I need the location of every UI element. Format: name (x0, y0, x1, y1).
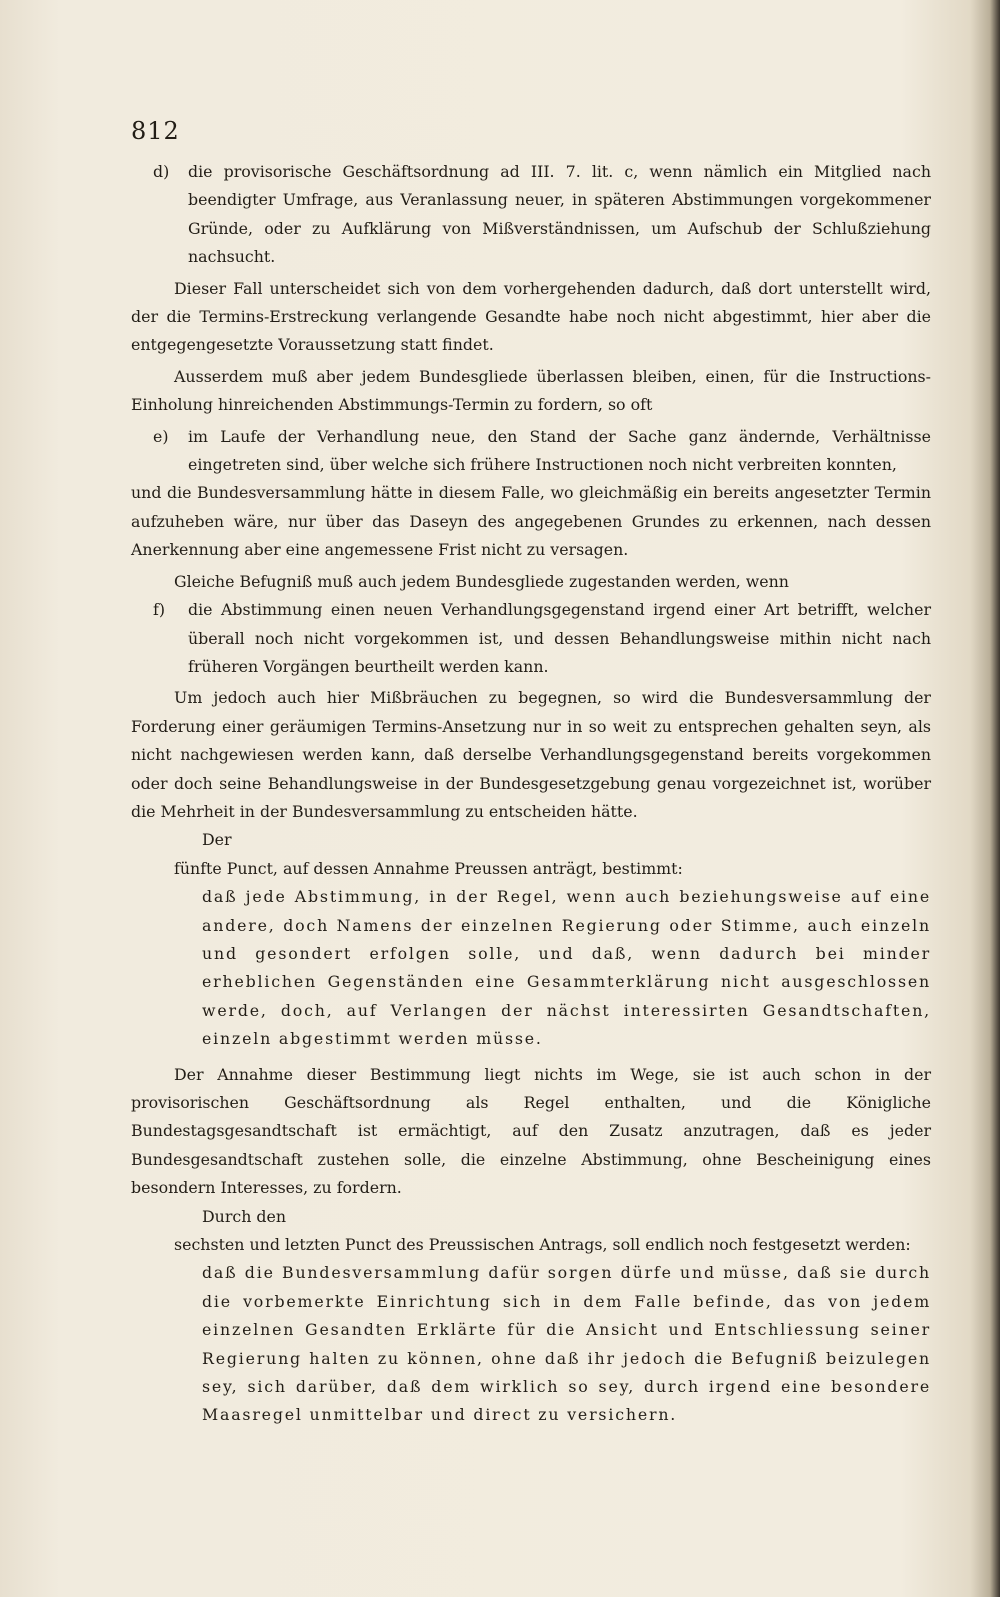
quoted-provision: daß jede Abstimmung, in der Regel, wenn auch beziehungsweise auf eine andere, doch Namens der einzelnen Regierung oder Stimme, auch einzeln und gesondert erfolgen solle, und daß, wenn dadurch bei minder erheblichen Gegenständen eine Gesammterklärung nicht ausgeschlossen werde, doch, auf Verlangen der nächst interessirten Gesandtschaften, einzeln abgestimmt werden müsse. (202, 887, 931, 1049)
paragraph-line: sechsten und letzten Punct des Preussischen Antrags, soll endlich noch festgesetzt werden: (174, 1235, 911, 1255)
paragraph: Dieser Fall unterscheidet sich von dem vorhergehenden dadurch, daß dort unterstellt wird, der die Termins-Erstreckung verlangende Gesandte habe noch nicht abgestimmt, hier aber die entgegengesetzte Voraussetzung statt findet. (131, 278, 931, 355)
item-text: die provisorische Geschäftsordnung ad III. 7. lit. c, wenn nämlich ein Mitglied nach beendigter Umfrage, aus Veranlassung neuer, in späteren Abstimmungen vorgekommener Gründe, oder zu Aufklärung von Mißverständnissen, um Aufschub der Schlußziehung nachsucht. (188, 162, 931, 267)
paragraph: Ausserdem muß aber jedem Bundesgliede überlassen bleiben, einen, für die Instructions-Einholung hinreichenden Abstimmungs-Termin zu fordern, so oft (131, 366, 931, 415)
item-text: die Abstimmung einen neuen Verhandlungsgegenstand irgend einer Art betrifft, welcher überall noch nicht vorgekommen ist, und dessen Behandlungsweise mithin nicht nach früheren Vorgängen beurtheilt werden kann. (188, 600, 931, 676)
item-marker: d) (153, 162, 170, 181)
item-text: im Laufe der Verhandlung neue, den Stand der Sache ganz ändernde, Verhältnisse eingetreten sind, über welche sich frühere Instructionen noch nicht verbreiten konnten, (188, 426, 931, 475)
quoted-provision: daß die Bundesversammlung dafür sorgen dürfe und müsse, daß sie durch die vorbemerkte Einrichtung sich in dem Falle befinde, das von jedem einzelnen Gesandten Erklärte für die Ansicht und Entschliessung seiner Regierung halten zu können, ohne daß ihr jedoch die Befugniß beizulegen sey, sich darüber, daß dem wirklich so sey, durch irgend eine besondere Maasregel unmittelbar und direct zu versichern. (202, 1263, 931, 1425)
paragraph: Gleiche Befugniß muß auch jedem Bundesgliede zugestanden werden, wenn (174, 571, 789, 591)
list-item-f (131, 596, 931, 681)
item-marker: e) (153, 426, 169, 446)
paragraph-lead: Durch den (202, 1206, 287, 1226)
paragraph: Der Annahme dieser Bestimmung liegt nichts im Wege, sie ist auch schon in der provisorischen Geschäftsordnung als Regel enthalten, und die Königliche Bundestagsgesandtschaft ist ermächtigt, auf den Zusatz anzutragen, daß es jeder Bundesgesandtschaft zustehen solle, die einzelne Abstimmung, ohne Bescheinigung eines besondern Interesses, zu fordern. (131, 1064, 931, 1198)
paragraph-line: fünfte Punct, auf dessen Annahme Preussen anträgt, bestimmt: (174, 858, 683, 878)
paragraph: Um jedoch auch hier Mißbräuchen zu begegnen, so wird die Bundesversammlung der Forderung einer geräumigen Termins-Ansetzung nur in so weit zu entsprechen gehalten seyn, als nicht nachgewiesen werden kann, daß derselbe Verhandlungsgegenstand bereits vorgekommen oder doch seine Behandlungsweise in der Bundesgesetzgebung genau vorgezeichnet ist, worüber die Mehrheit in der Bundesversammlung zu entscheiden hätte. (131, 688, 931, 821)
page-number: 812 (131, 117, 180, 145)
paragraph-lead: Der (202, 830, 232, 850)
item-marker: f) (153, 600, 166, 620)
paragraph: und die Bundesversammlung hätte in diesem Falle, wo gleichmäßig ein bereits angesetzter Termin aufzuheben wäre, nur über das Daseyn des angegebenen Grundes zu erkennen, nach dessen Anerkennung aber eine angemessene Frist nicht zu versagen. (131, 483, 931, 560)
list-item-d (131, 158, 931, 272)
page-body (131, 158, 931, 1430)
list-item-e (131, 423, 931, 480)
